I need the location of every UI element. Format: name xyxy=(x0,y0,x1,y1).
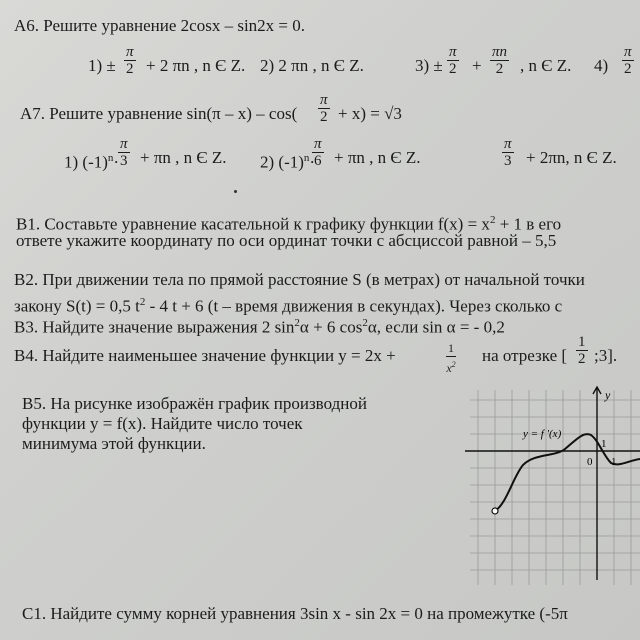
a6-option-1-fraction xyxy=(124,44,136,77)
y-tick-1: 1 xyxy=(601,438,607,450)
grid xyxy=(470,390,640,585)
curve-endpoint xyxy=(492,508,498,514)
frac-num: π xyxy=(120,136,128,152)
a7-stem-fraction xyxy=(318,92,330,125)
b4-den-x: x xyxy=(446,361,452,375)
a6-option-1-tail: + 2 πn , n Є Z. xyxy=(146,56,246,75)
frac-den: 2 xyxy=(320,109,328,125)
a7-opt2-dot: · xyxy=(309,152,316,172)
frac-num: π xyxy=(624,44,632,60)
a6-stem: А6. Решите уравнение 2cosx – sin2x = 0. xyxy=(14,16,306,35)
b2-line-2-a: закону S(t) = 0,5 t xyxy=(14,296,140,316)
frac-num: π xyxy=(504,136,512,152)
b2-line-1: В2. При движении тела по прямой расстояние S (в метрах) от начальной точки xyxy=(14,270,585,289)
a6-option-3-fraction-1 xyxy=(447,44,459,77)
a7-option-1-tail: + πn , n Є Z. xyxy=(140,148,227,167)
a7-opt2-base: 2) (-1) xyxy=(260,152,304,172)
a7-option-1-prefix xyxy=(64,148,119,173)
a7-option-1-fraction xyxy=(118,136,130,169)
a7-option-3-fraction xyxy=(502,136,514,169)
b1-line-1-a: В1. Составьте уравнение касательной к графику функции f(x) = x xyxy=(16,214,490,234)
frac-den: 2 xyxy=(495,61,504,77)
b3-a: В3. Найдите значение выражения 2 sin xyxy=(14,317,295,337)
a7-option-2-tail: + πn , n Є Z. xyxy=(334,148,421,167)
frac-num: π xyxy=(320,92,328,108)
a6-option-4-fraction xyxy=(622,44,634,77)
a6-option-3-tail: , n Є Z. xyxy=(520,56,572,75)
frac-den: 3 xyxy=(120,153,128,169)
c1-line: С1. Найдите сумму корней уравнения 3sin x - sin 2x = 0 на промежутке (-5π xyxy=(22,604,568,623)
a7-option-2-prefix xyxy=(260,148,315,173)
b1-line-1-b: + 1 в его xyxy=(495,214,562,234)
x-tick-1: 1 xyxy=(611,456,617,468)
y-axis-label: y xyxy=(605,388,611,402)
b3-sup-1: 2 xyxy=(294,317,300,329)
a7-opt1-exp: n xyxy=(107,152,114,164)
stray-dot xyxy=(234,190,237,193)
a6-option-2: 2) 2 πn , n Є Z. xyxy=(260,56,364,75)
b5-line-1: В5. На рисунке изображён график производной xyxy=(22,394,367,413)
frac-den: 2 xyxy=(449,61,457,77)
a7-opt1-base: 1) (-1) xyxy=(64,152,108,172)
a7-stem-start: А7. Решите уравнение sin(π – x) – cos( xyxy=(20,104,298,123)
b5-line-3: минимума этой функции. xyxy=(22,434,206,453)
b2-line-2-exp: 2 xyxy=(139,296,146,308)
b3-c: α, если sin α = - 0,2 xyxy=(367,317,505,337)
frac-den xyxy=(446,357,456,376)
b3-line xyxy=(14,313,505,338)
frac-den: 3 xyxy=(504,153,512,169)
frac-num: π xyxy=(126,44,134,60)
origin-label: 0 xyxy=(587,456,593,468)
a7-opt2-exp: n xyxy=(303,152,310,164)
curve-label: y = f ′(x) xyxy=(523,428,562,440)
frac-num: π xyxy=(449,44,457,60)
b4-den-exp: 2 xyxy=(451,360,456,369)
b1-line-1-exp: 2 xyxy=(489,214,496,226)
a7-stem-end: + x) = √3 xyxy=(338,104,402,123)
frac-num: π xyxy=(314,136,322,152)
b4-end: ;3]. xyxy=(594,346,618,365)
a7-opt1-dot: · xyxy=(113,152,120,172)
b1-line-2: ответе укажите координату по оси ординат точки с абсциссой равной – 5,5 xyxy=(16,231,557,250)
b4-fraction-1-2 xyxy=(576,334,588,367)
a7-option-3-tail: + 2πn, n Є Z. xyxy=(526,148,617,167)
a6-option-3-plus: + xyxy=(472,56,482,75)
a6-option-3-fraction-2 xyxy=(490,44,509,77)
derivative-curve xyxy=(495,434,640,511)
frac-num: 1 xyxy=(578,334,586,350)
a7-option-2-fraction xyxy=(312,136,324,169)
b4-fraction-1-over-x2 xyxy=(446,340,456,376)
frac-num: 1 xyxy=(448,341,454,355)
frac-den: 2 xyxy=(126,61,134,77)
frac-num: πn xyxy=(492,44,508,60)
frac-den: 2 xyxy=(578,351,586,367)
frac-den: 6 xyxy=(314,153,322,169)
b3-b: α + 6 cos xyxy=(299,317,363,337)
derivative-graph xyxy=(465,385,640,585)
b4-start: В4. Найдите наименьшее значение функции y = 2x + xyxy=(14,346,396,365)
a6-option-4-prefix: 4) xyxy=(594,56,609,75)
b2-line-2-b: - 4 t + 6 (t – время движения в секундах). Через сколько с xyxy=(145,296,563,316)
a6-option-1-prefix: 1) ± xyxy=(88,56,116,75)
b3-sup-2: 2 xyxy=(362,317,368,329)
frac-den: 2 xyxy=(624,61,632,77)
b4-middle: на отрезке [ xyxy=(482,346,568,365)
a6-option-3-prefix: 3) ± xyxy=(415,56,443,75)
b5-line-2: функции y = f(x). Найдите число точек xyxy=(22,414,303,433)
